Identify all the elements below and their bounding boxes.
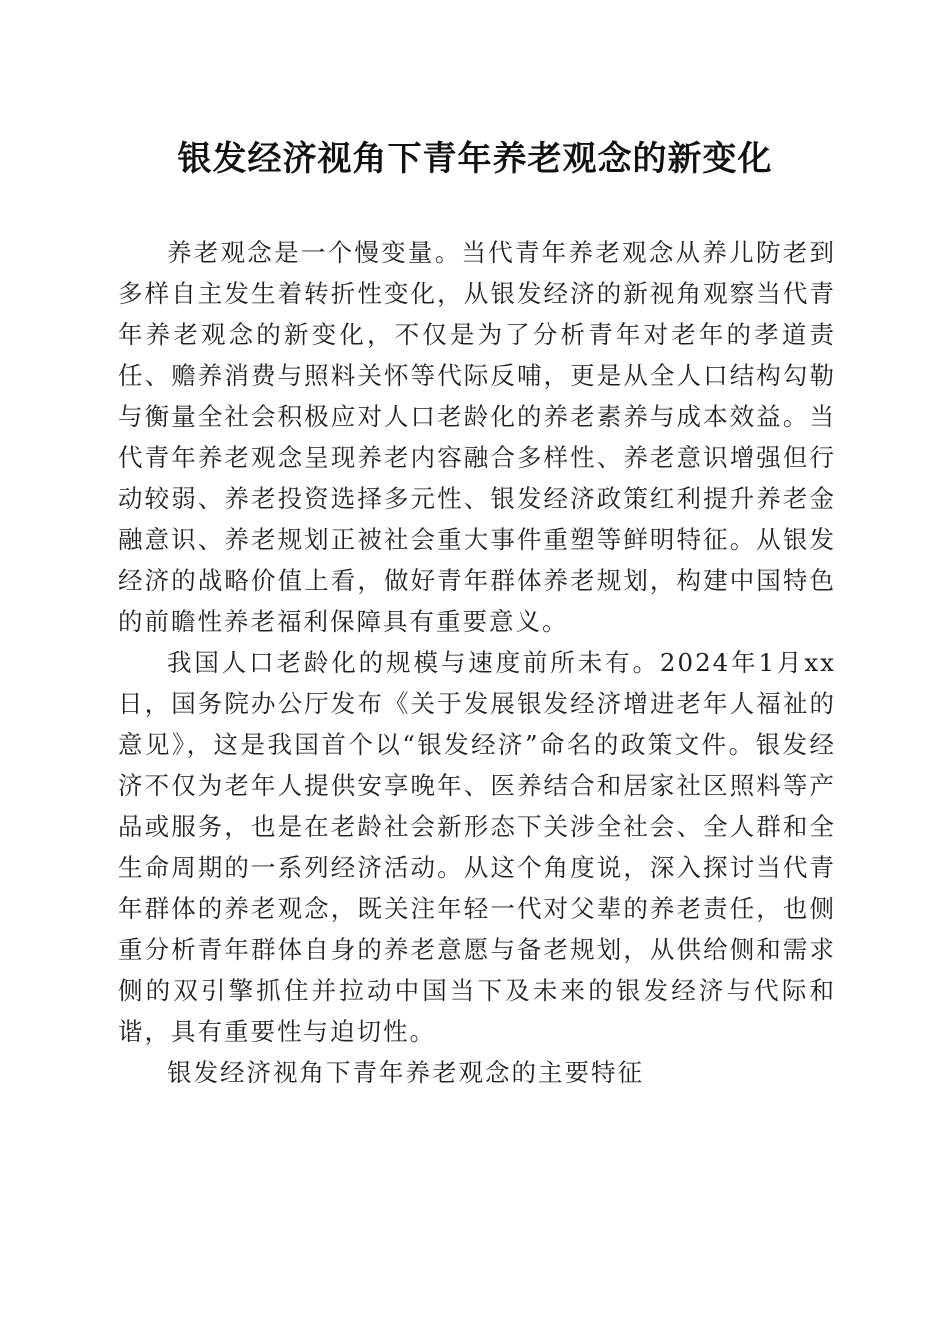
section-heading: 银发经济视角下青年养老观念的主要特征 bbox=[167, 1058, 644, 1087]
document-title: 银发经济视角下青年养老观念的新变化 bbox=[177, 139, 773, 179]
paragraph-background: 我国人口老龄化的规模与速度前所未有。2024年1月xx日，国务院办公厅发布《关于发展银发经济增进老年人福祉的意见》，这是我国首个以“银发经济”命名的政策文件。银发经济不仅为老年人提供安享晚年、医养结合和居家社区照料等产品或服务，也是在老龄社会新形态下关涉全社会、全人群和全生命周期的一系列经济活动。从这个角度说，深入探讨当代青年群体的养老观念，既关注年轻一代对父辈的养老责任，也侧重分析青年群体自身的养老意愿与备老规划，从供给侧和需求侧的双引擎抓住并拉动中国当下及未来的银发经济与代际和谐，具有重要性与迫切性。 bbox=[118, 648, 836, 1046]
paragraph-intro: 养老观念是一个慢变量。当代青年养老观念从养儿防老到多样自主发生着转折性变化，从银发经济的新视角观察当代青年养老观念的新变化，不仅是为了分析青年对老年的孝道责任、赡养消费与照料关怀等代际反哺，更是从全人口结构勾勒与衡量全社会积极应对人口老龄化的养老素养与成本效益。当代青年养老观念呈现养老内容融合多样性、养老意识增强但行动较弱、养老投资选择多元性、银发经济政策红利提升养老金融意识、养老规划正被社会重大事件重塑等鲜明特征。从银发经济的战略价值上看，做好青年群体养老规划，构建中国特色的前瞻性养老福利保障具有重要意义。 bbox=[118, 238, 836, 636]
document-body bbox=[118, 232, 836, 1093]
